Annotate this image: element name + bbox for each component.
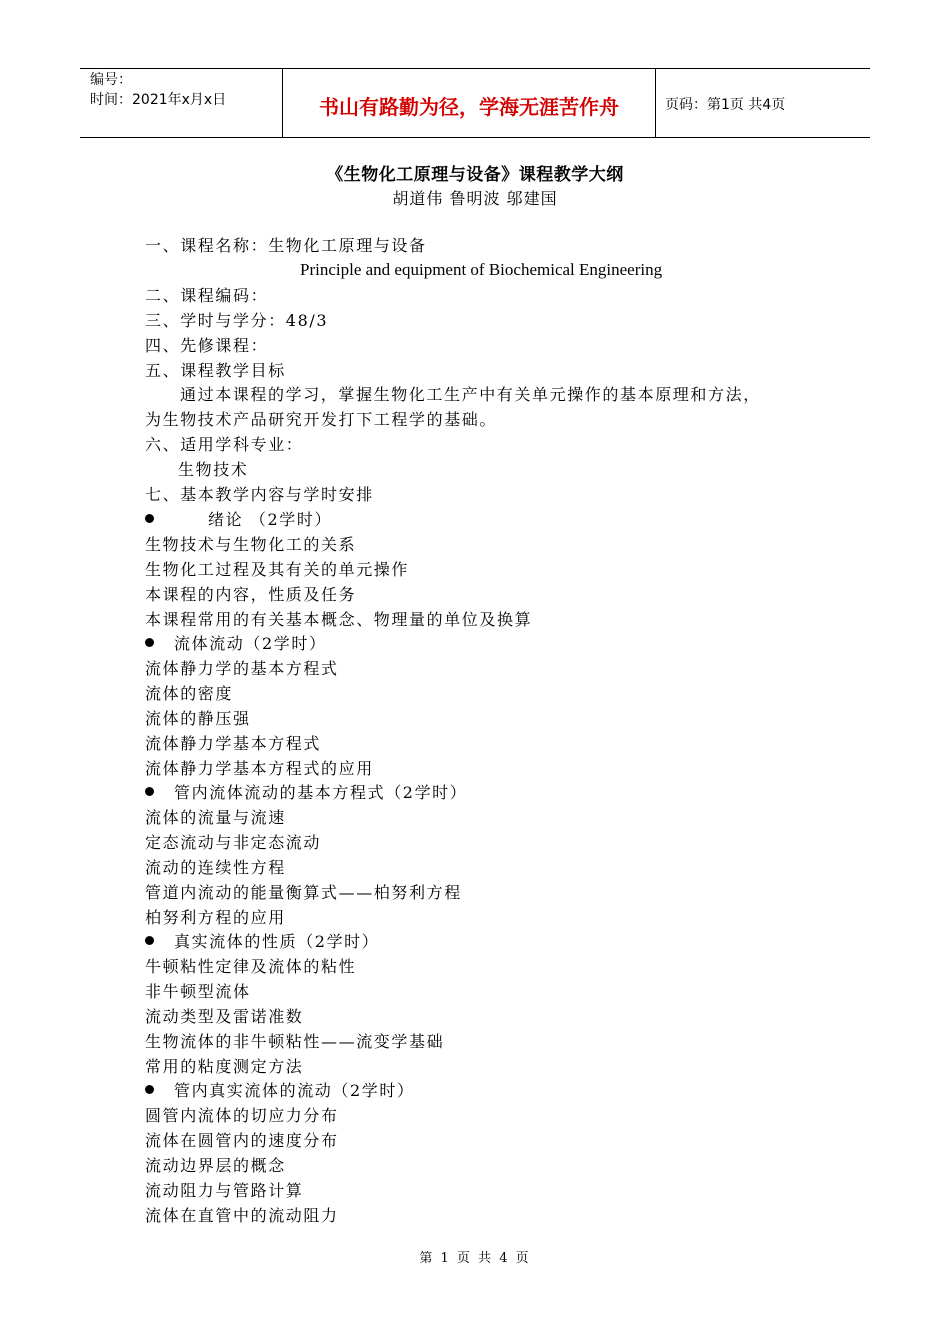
list-item: 流体静力学基本方程式 (145, 734, 322, 753)
prerequisites: 四、先修课程： (145, 336, 269, 355)
bullet-icon (145, 936, 154, 945)
section-heading-real-fluid-pipe-flow: 管内真实流体的流动（2学时） (145, 1080, 415, 1102)
list-item: 流体的流量与流速 (145, 808, 286, 827)
section-heading-real-fluid-properties: 真实流体的性质（2学时） (145, 931, 379, 953)
list-item: 本课程常用的有关基本概念、物理量的单位及换算 (145, 610, 533, 629)
bullet-icon (145, 787, 154, 796)
motto: 书山有路勤为径，学海无涯苦作舟 (319, 95, 619, 119)
section-heading-fluid-flow: 流体流动（2学时） (145, 633, 327, 655)
page-info: 页码：第1页 共4页 (665, 97, 786, 113)
objectives-text-1: 通过本课程的学习，掌握生物化工生产中有关单元操作的基本原理和方法， (180, 385, 761, 404)
date-label: 时间：2021年x月x日 (90, 92, 227, 108)
list-item: 本课程的内容，性质及任务 (145, 585, 357, 604)
list-item: 流体的静压强 (145, 709, 251, 728)
header-table (80, 68, 870, 138)
course-name-english: Principle and equipment of Biochemical Engineering (300, 260, 663, 279)
list-item: 流体在圆管内的速度分布 (145, 1131, 339, 1150)
section-heading-pipe-flow-equations: 管内流体流动的基本方程式（2学时） (145, 782, 467, 804)
list-item: 生物流体的非牛顿粘性——流变学基础 (145, 1032, 445, 1051)
header-left-cell (80, 69, 282, 137)
course-code: 二、课程编码： (145, 286, 269, 305)
applicable-major: 生物技术 (178, 460, 249, 479)
list-item: 流体的密度 (145, 684, 234, 703)
list-item: 圆管内流体的切应力分布 (145, 1106, 339, 1125)
header-right-cell (655, 69, 870, 137)
document-title: 《生物化工原理与设备》课程教学大纲 (326, 165, 624, 185)
teaching-objectives-heading: 五、课程教学目标 (145, 361, 286, 380)
objectives-text-2: 为生物技术产品研究开发打下工程学的基础。 (145, 410, 498, 429)
list-item: 流动阻力与管路计算 (145, 1181, 304, 1200)
list-item: 牛顿粘性定律及流体的粘性 (145, 957, 357, 976)
list-item: 流动边界层的概念 (145, 1156, 286, 1175)
list-item: 管道内流动的能量衡算式——柏努利方程 (145, 883, 462, 902)
section-heading-intro: 绪论 （2学时） (145, 509, 332, 531)
course-name: 一、课程名称：生物化工原理与设备 (145, 236, 427, 255)
list-item: 流体在直管中的流动阻力 (145, 1206, 339, 1225)
bullet-icon (145, 514, 154, 523)
header-middle-cell (282, 69, 656, 137)
hours-credits: 三、学时与学分：48/3 (145, 311, 329, 330)
list-item: 定态流动与非定态流动 (145, 833, 322, 852)
list-item: 柏努利方程的应用 (145, 908, 286, 927)
authors: 胡道伟 鲁明波 邬建国 (392, 189, 558, 208)
list-item: 生物化工过程及其有关的单元操作 (145, 560, 410, 579)
content-schedule-heading: 七、基本教学内容与学时安排 (145, 485, 374, 504)
list-item: 常用的粘度测定方法 (145, 1057, 304, 1076)
list-item: 非牛顿型流体 (145, 982, 251, 1001)
list-item: 流动类型及雷诺准数 (145, 1007, 304, 1026)
list-item: 流体静力学的基本方程式 (145, 659, 339, 678)
list-item: 流体静力学基本方程式的应用 (145, 759, 374, 778)
bullet-icon (145, 1085, 154, 1094)
bullet-icon (145, 638, 154, 647)
list-item: 流动的连续性方程 (145, 858, 286, 877)
list-item: 生物技术与生物化工的关系 (145, 535, 357, 554)
page-footer: 第 1 页 共 4 页 (419, 1251, 531, 1266)
number-label: 编号： (90, 72, 132, 88)
applicable-majors-heading: 六、适用学科专业： (145, 435, 304, 454)
